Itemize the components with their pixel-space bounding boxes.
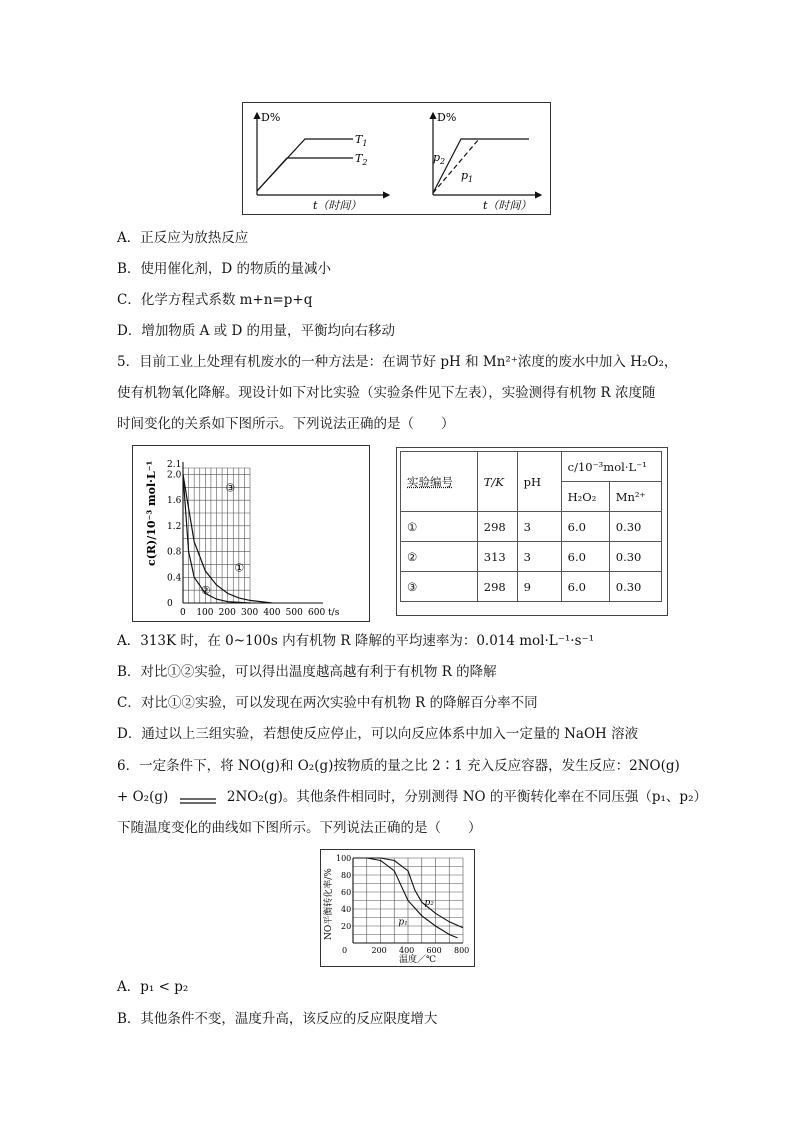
series-label: ②	[200, 584, 211, 598]
cell-t: 298	[477, 572, 517, 602]
q5-chart-frame	[132, 445, 370, 622]
q6-stem-line2a: + O₂(g)	[117, 789, 169, 805]
series-label: ③	[225, 481, 236, 495]
q4-figure	[242, 102, 551, 215]
q5-option-d: D．通过以上三组实验，若想使反应停止，可以向反应体系中加入一定量的 NaOH 溶液	[117, 726, 639, 742]
y-tick-label: 0.4	[167, 573, 182, 584]
q5-stem-line3: 时间变化的关系如下图所示。下列说法正确的是（ ）	[117, 416, 455, 432]
y-tick-label: 1.6	[167, 496, 182, 507]
label-t1-sub: 1	[362, 139, 368, 148]
y-tick-label: 0	[167, 599, 173, 609]
y-tick-label: 20	[341, 922, 352, 931]
q5-table-frame	[396, 447, 668, 616]
cell-mn: 0.30	[609, 572, 661, 602]
y-tick-label: 0.8	[167, 547, 182, 558]
y-tick-label: 100	[336, 854, 352, 863]
series-label: ①	[234, 561, 245, 575]
y-tick-label: 1.2	[167, 521, 182, 532]
left-curve-t1	[257, 139, 353, 191]
cell-ph: 3	[517, 542, 561, 572]
x-tick-label: 0	[180, 608, 186, 618]
label-t1-letter: T	[355, 133, 363, 146]
q5-chart	[133, 446, 369, 621]
right-curve-p2	[433, 139, 529, 193]
label-t2-sub: 2	[362, 158, 368, 167]
q6-stem-line2b: 2NO₂(g)。其他条件相同时，分别测得 NO 的平衡转化率在不同压强（p₁、p₂）	[226, 789, 707, 805]
header-mn: Mn²⁺	[609, 482, 661, 512]
cell-mn: 0.30	[609, 512, 661, 542]
right-ylabel: D%	[437, 111, 457, 124]
label-p2	[433, 151, 445, 166]
y-tick-label: 40	[341, 905, 352, 914]
x-tick-label: 100	[196, 608, 214, 618]
x-tick-label: 600 t/s	[308, 608, 340, 618]
x-tick-label: 200	[218, 608, 236, 618]
left-curve-t2	[257, 158, 353, 191]
q6-chart-ylabel: NO平衡转化率/%	[324, 868, 334, 940]
label-p1-letter: p	[461, 169, 469, 182]
q6-chart-xlabel: 温度／℃	[399, 955, 437, 965]
cell-ph: 3	[517, 512, 561, 542]
q5-experiment-table	[400, 451, 662, 602]
label-p1-sub: 1	[468, 175, 474, 184]
y-tick-label: 60	[341, 888, 352, 897]
q6-stem-line1: 6．一定条件下，将 NO(g)和 O₂(g)按物质的量之比 2∶1 充入反应容器，发生反应：2NO(g)	[117, 758, 680, 774]
x-tick-label: 0	[342, 946, 348, 955]
label-t2	[355, 152, 367, 167]
q5-stem-line1: 5．目前工业上处理有机废水的一种方法是：在调节好 pH 和 Mn²⁺浓度的废水中加入 H₂O₂，	[117, 354, 678, 370]
q6-option-b: B．其他条件不变，温度升高，该反应的反应限度增大	[117, 1011, 438, 1027]
table-header-row	[401, 452, 662, 482]
x-tick-label: 600	[426, 946, 442, 955]
header-temp: T/K	[477, 452, 517, 512]
q6-stem-line2	[117, 788, 707, 806]
q4-figure-svg	[243, 103, 550, 214]
q5-chart-ylabel: c(R)/10⁻³ mol·L⁻¹	[145, 460, 158, 566]
y-tick-label: 2.0	[167, 470, 182, 481]
header-h2o2: H₂O₂	[561, 482, 609, 512]
cell-id: ②	[401, 542, 478, 572]
q6-chart	[321, 850, 474, 966]
cell-mn: 0.30	[609, 542, 661, 572]
series-label: p₁	[398, 917, 408, 928]
series-label: p₂	[424, 897, 434, 908]
q5-option-c: C．对比①②实验，可以发现在两次实验中有机物 R 的降解百分率不同	[117, 695, 538, 711]
q4-option-c: C．化学方程式系数 m+n=p+q	[117, 292, 313, 308]
header-ph: pH	[517, 452, 561, 512]
cell-h2o2: 6.0	[561, 512, 609, 542]
left-xlabel: t（时间）	[313, 199, 362, 212]
q4-option-a: A．正反应为放热反应	[117, 230, 249, 246]
y-tick-label: 80	[341, 871, 352, 880]
equilibrium-arrow-icon	[179, 793, 217, 803]
q5-option-a: A．313K 时，在 0~100s 内有机物 R 降解的平均速率为：0.014 mol·L⁻¹·s⁻¹	[117, 633, 595, 649]
q5-stem-line2: 使有机物氧化降解。现设计如下对比实验（实验条件见下左表），实验测得有机物 R 浓度随	[117, 385, 656, 401]
header-exp-id	[401, 452, 478, 512]
q5-option-b: B．对比①②实验，可以得出温度越高越有利于有机物 R 的降解	[117, 664, 497, 680]
x-tick-label: 800	[454, 946, 470, 955]
q6-stem-line3: 下随温度变化的曲线如下图所示。下列说法正确的是（ ）	[117, 820, 482, 836]
cell-id: ①	[401, 512, 478, 542]
x-tick-label: 200	[371, 946, 387, 955]
right-xlabel: t（时间）	[483, 199, 532, 212]
cell-id: ③	[401, 572, 478, 602]
q6-option-a: A．p₁ < p₂	[117, 979, 189, 995]
table-row	[401, 572, 662, 602]
q6-chart-frame	[320, 849, 475, 967]
x-tick-label: 400	[263, 608, 281, 618]
table-row	[401, 512, 662, 542]
cell-t: 313	[477, 542, 517, 572]
header-exp-id-text: 实验编号	[407, 474, 453, 489]
cell-h2o2: 6.0	[561, 572, 609, 602]
q4-option-d: D．增加物质 A 或 D 的用量，平衡均向右移动	[117, 323, 396, 339]
label-p1	[461, 169, 473, 184]
right-curve-p1	[433, 139, 479, 193]
x-tick-label: 500	[285, 608, 303, 618]
q5-chart-grid	[183, 462, 323, 603]
y-tick-label: 2.1	[167, 460, 182, 470]
q4-option-b: B．使用催化剂，D 的物质的量减小	[117, 261, 332, 277]
cell-t: 298	[477, 512, 517, 542]
x-tick-label: 300	[241, 608, 259, 618]
label-p2-sub: 2	[440, 157, 446, 166]
cell-h2o2: 6.0	[561, 542, 609, 572]
label-t1	[355, 133, 367, 148]
cell-ph: 9	[517, 572, 561, 602]
x-tick-label: 400	[399, 946, 415, 955]
label-t2-letter: T	[355, 152, 363, 165]
table-row	[401, 542, 662, 572]
left-ylabel: D%	[261, 111, 281, 124]
label-p2-letter: p	[433, 151, 441, 164]
header-conc: c/10⁻³mol·L⁻¹	[561, 452, 661, 482]
